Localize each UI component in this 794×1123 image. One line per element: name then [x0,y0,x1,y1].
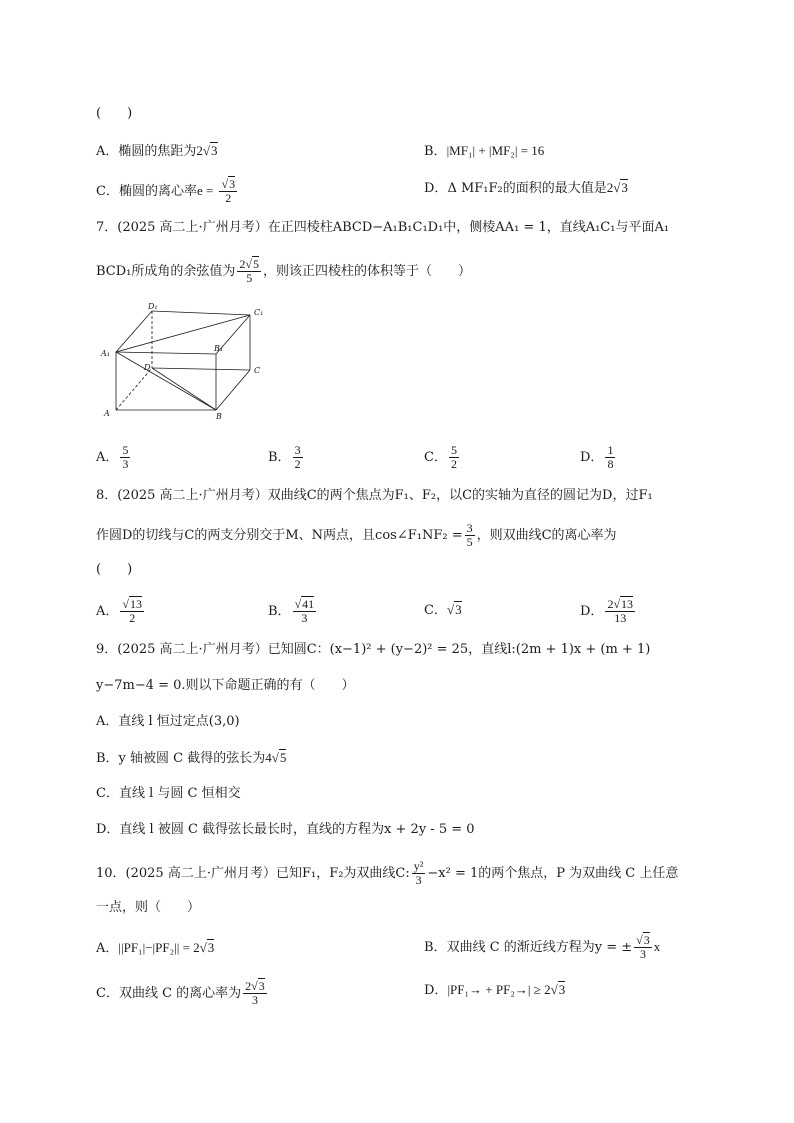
label-d: D [144,363,151,372]
label-b: B [216,412,222,421]
option-label: A． [96,941,119,956]
fraction: √ $\frac{13}{2}$ [120,598,144,625]
option-label: A． [96,450,119,465]
option-text: 椭圆的焦距为 [118,144,197,159]
sqrt-symbol [272,750,279,765]
q6-option-a [96,141,218,162]
option-label: B． [424,144,447,159]
q9-option-c: C．直线 l 与圆 C 恒相交 [96,786,241,801]
stem-text: ，则双曲线C的离心率为 [476,528,617,543]
q7-option-a [96,444,132,471]
fraction: $\frac{3}{2}$ [294,443,301,471]
fraction: $\frac{5}{2}$ [450,443,457,471]
q7-option-b [268,444,305,471]
q10-stem-line2: 一点，则（ ） [96,900,201,915]
stem-text: ，则该正四棱柱的体积等于（ ） [262,264,471,279]
label-d1: D₁ [148,302,158,311]
fraction: $\frac{\text{y²}}{3}$ [413,859,424,887]
math-coef: 2 [606,180,614,195]
q10-option-b [424,934,660,961]
q7-stem-line1: 7．(2025 高二上·广州月考）在正四棱柱ABCD−A₁B₁C₁D₁中，侧棱AA₁ = 1，直线A₁C₁与平面A₁ [96,220,670,235]
fraction: √ $\frac{3}{2}$ [219,178,237,205]
math-expr: |PF₁→ + PF₂→| ≥ 2 [447,982,551,997]
q7-option-c [424,444,461,471]
label-c: C [254,366,261,375]
option-label: C． [424,603,447,618]
q10-option-a [96,938,214,959]
q8-option-c [424,600,462,621]
q8-stem-line2 [96,522,617,549]
sqrt-symbol [200,940,207,955]
radicand: 3 [621,180,628,195]
fraction: √ $\frac{41}{3}$ [293,598,317,625]
fraction: √ $\frac{3}{3}$ [634,934,652,961]
radicand: 3 [558,982,566,997]
fraction: $\frac{3}{5}$ [466,521,473,549]
radicand: 3 [207,940,215,955]
math-expr: ||PF₁|−|PF₂|| = 2 [118,940,200,955]
option-text: 双曲线 C 的离心率为 [118,986,242,1001]
option-text: B．y 轴被圆 C 截得的弦长为 [96,751,266,766]
q6-option-d [424,178,628,199]
option-label: C． [96,986,119,1001]
q6-option-c [96,178,239,205]
q7-option-d [580,444,617,471]
sqrt-symbol [203,143,210,158]
option-text: 双曲线 C 的渐近线方程为y = ± [446,940,633,955]
q10-stem-line1 [96,860,678,887]
option-label: B． [424,940,447,955]
option-label: D． [580,450,604,465]
sqrt-symbol [551,982,558,997]
radicand: 3 [211,143,218,158]
fraction: $\frac{1}{8}$ [607,443,614,471]
option-label: C． [424,450,447,465]
option-text: 椭圆的离心率 [118,184,197,199]
q10-option-c [96,980,269,1007]
label-a: A [104,409,110,418]
label-a1: A₁ [101,349,110,358]
label-b1: B₁ [214,344,224,353]
q8-option-d [580,598,637,625]
math-coef: 2 [196,143,203,158]
option-label: D． [424,983,448,998]
option-label: D． [580,604,604,619]
math-var: x [653,939,661,954]
q8-option-b [268,598,318,625]
q7-stem-line2 [96,258,471,285]
stem-text: 作圆D的切线与C的两支分别交于M、N两点，且cos∠F₁NF₂ = [96,528,463,543]
q9-stem-line1: 9．(2025 高二上·广州月考）已知圆C：(x−1)² + (y−2)² = 25，直线l:(2m + 1)x + (m + 1) [96,642,651,657]
math-coef: 4 [265,750,272,765]
stem-text: −x² = 1的两个焦点，P 为双曲线 C 上任意 [427,866,679,881]
option-label: B． [268,604,291,619]
option-label: B． [268,450,291,465]
radicand: 3 [455,602,462,617]
radicand: 5 [279,750,287,765]
stem-text: 10．(2025 高二上·广州月考）已知F₁，F₂为双曲线C: [96,866,410,881]
fraction: $\frac{2√ 3}{3}$ [243,980,267,1007]
q8-stem-line1: 8．(2025 高二上·广州月考）双曲线C的两个焦点为F₁、F₂，以C的实轴为直径的圆记为D，过F₁ [96,488,653,503]
option-label: A． [96,144,119,159]
option-label: A． [96,604,119,619]
fraction: $\frac{2√ 5}{5}$ [237,258,261,285]
fraction: $\frac{2√ 13}{13}$ [605,598,635,625]
q8-answer-paren: ( ) [96,562,133,577]
q9-stem-line2: y−7m−4 = 0.则以下命题正确的有（ ） [96,678,355,693]
math-expr: e = [196,183,214,198]
stem-text: BCD₁所成角的余弦值为 [96,264,236,279]
q9-option-d: D．直线 l 被圆 C 截得弦长最长时，直线的方程为x + 2y - 5 = 0 [96,822,475,837]
prism-figure [96,300,276,422]
q8-option-a [96,598,146,625]
q9-option-a: A．直线 l 恒过定点(3,0) [96,714,240,729]
option-text: Δ MF₁F₂的面积的最大值是 [447,181,607,196]
label-c1: C₁ [254,308,264,317]
q6-answer-paren: ( ) [96,106,133,121]
math-expr: |MF₁| + |MF₂| = 16 [446,143,545,158]
q6-option-b [424,141,544,162]
fraction: $\frac{5}{3}$ [122,443,129,471]
option-label: D． [424,181,448,196]
option-label: C． [96,184,119,199]
q10-option-d [424,980,565,1001]
q9-option-b [96,748,286,769]
